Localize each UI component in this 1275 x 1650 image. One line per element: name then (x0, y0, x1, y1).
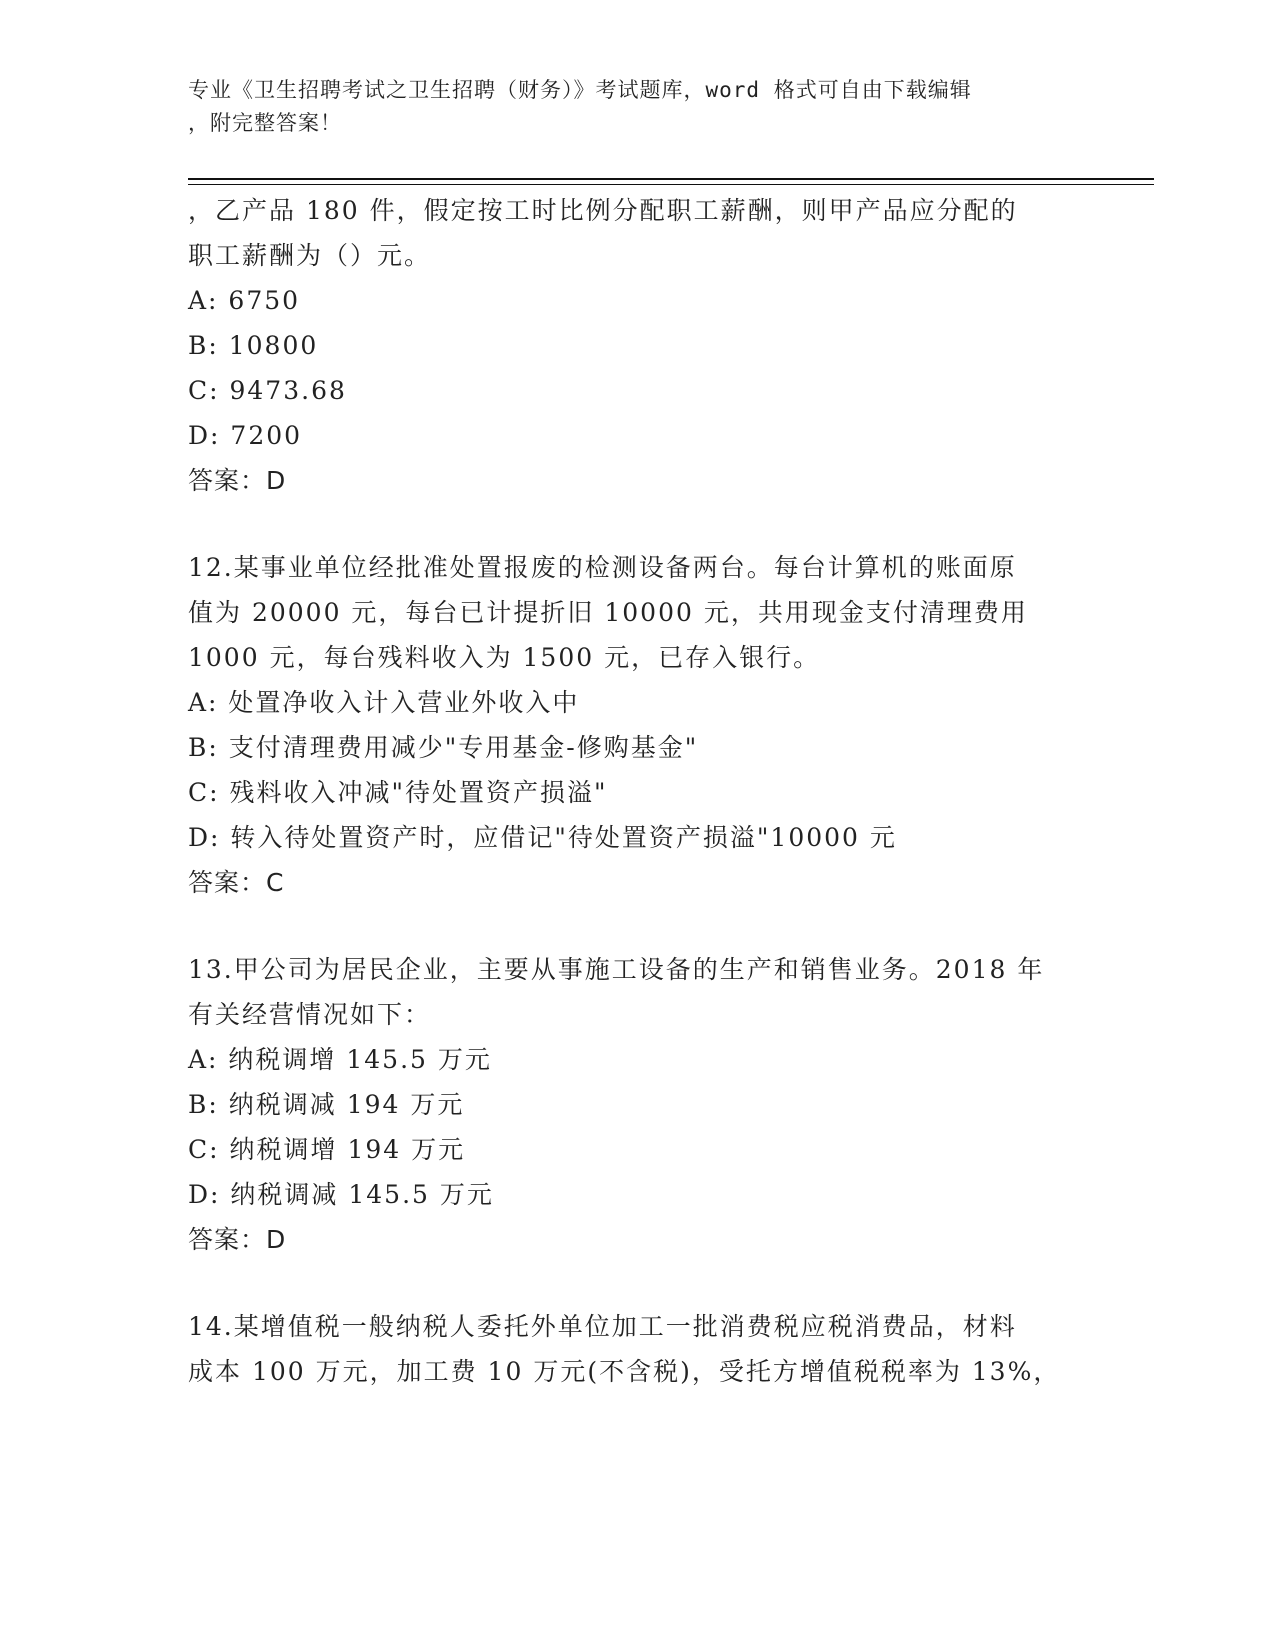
spacer (188, 1262, 1088, 1304)
answer-label: 答案：C (188, 868, 285, 897)
question-content (188, 188, 1088, 1394)
question-text-line: 职工薪酬为（）元。 (188, 241, 432, 270)
question-text-line: ，乙产品 180 件，假定按工时比例分配职工薪酬，则甲产品应分配的 (188, 196, 1018, 225)
answer-label: 答案：D (188, 466, 287, 495)
question-text-line: 14.某增值税一般纳税人委托外单位加工一批消费税应税消费品，材料 (188, 1312, 1017, 1341)
spacer (188, 905, 1088, 947)
option-b: B: 纳税调减 194 万元 (188, 1090, 465, 1119)
question-text-line: 1000 元，每台残料收入为 1500 元，已存入银行。 (188, 643, 821, 672)
question-text-line: 13.甲公司为居民企业，主要从事施工设备的生产和销售业务。2018 年 (188, 955, 1045, 984)
option-a: A: 处置净收入计入营业外收入中 (188, 688, 580, 717)
question-text-line: 值为 20000 元，每台已计提折旧 10000 元，共用现金支付清理费用 (188, 598, 1028, 627)
header-rule-thick (188, 178, 1154, 180)
option-d: D: 7200 (188, 421, 303, 450)
answer-label: 答案：D (188, 1225, 287, 1254)
page-header (188, 74, 1068, 140)
question-12 (188, 545, 1088, 905)
option-c: C: 9473.68 (188, 376, 347, 405)
header-line-1: 专业《卫生招聘考试之卫生招聘（财务）》考试题库，word 格式可自由下载编辑 (188, 78, 972, 102)
question-text-line: 有关经营情况如下： (188, 1000, 432, 1029)
option-a: A: 纳税调增 145.5 万元 (188, 1045, 492, 1074)
question-14 (188, 1304, 1088, 1394)
option-b: B: 支付清理费用减少"专用基金-修购基金" (188, 733, 699, 762)
option-a: A: 6750 (188, 286, 301, 315)
option-b: B: 10800 (188, 331, 319, 360)
option-d: D: 转入待处置资产时，应借记"待处置资产损溢"10000 元 (188, 823, 897, 852)
header-rule-thin (188, 184, 1154, 185)
question-11 (188, 188, 1088, 503)
option-c: C: 残料收入冲减"待处置资产损溢" (188, 778, 608, 807)
question-13 (188, 947, 1088, 1262)
header-line-2: ，附完整答案！ (188, 111, 342, 135)
spacer (188, 503, 1088, 545)
option-c: C: 纳税调增 194 万元 (188, 1135, 466, 1164)
question-text-line: 12.某事业单位经批准处置报废的检测设备两台。每台计算机的账面原 (188, 553, 1017, 582)
question-text-line: 成本 100 万元，加工费 10 万元(不含税)，受托方增值税税率为 13%， (188, 1357, 1061, 1386)
option-d: D: 纳税调减 145.5 万元 (188, 1180, 494, 1209)
